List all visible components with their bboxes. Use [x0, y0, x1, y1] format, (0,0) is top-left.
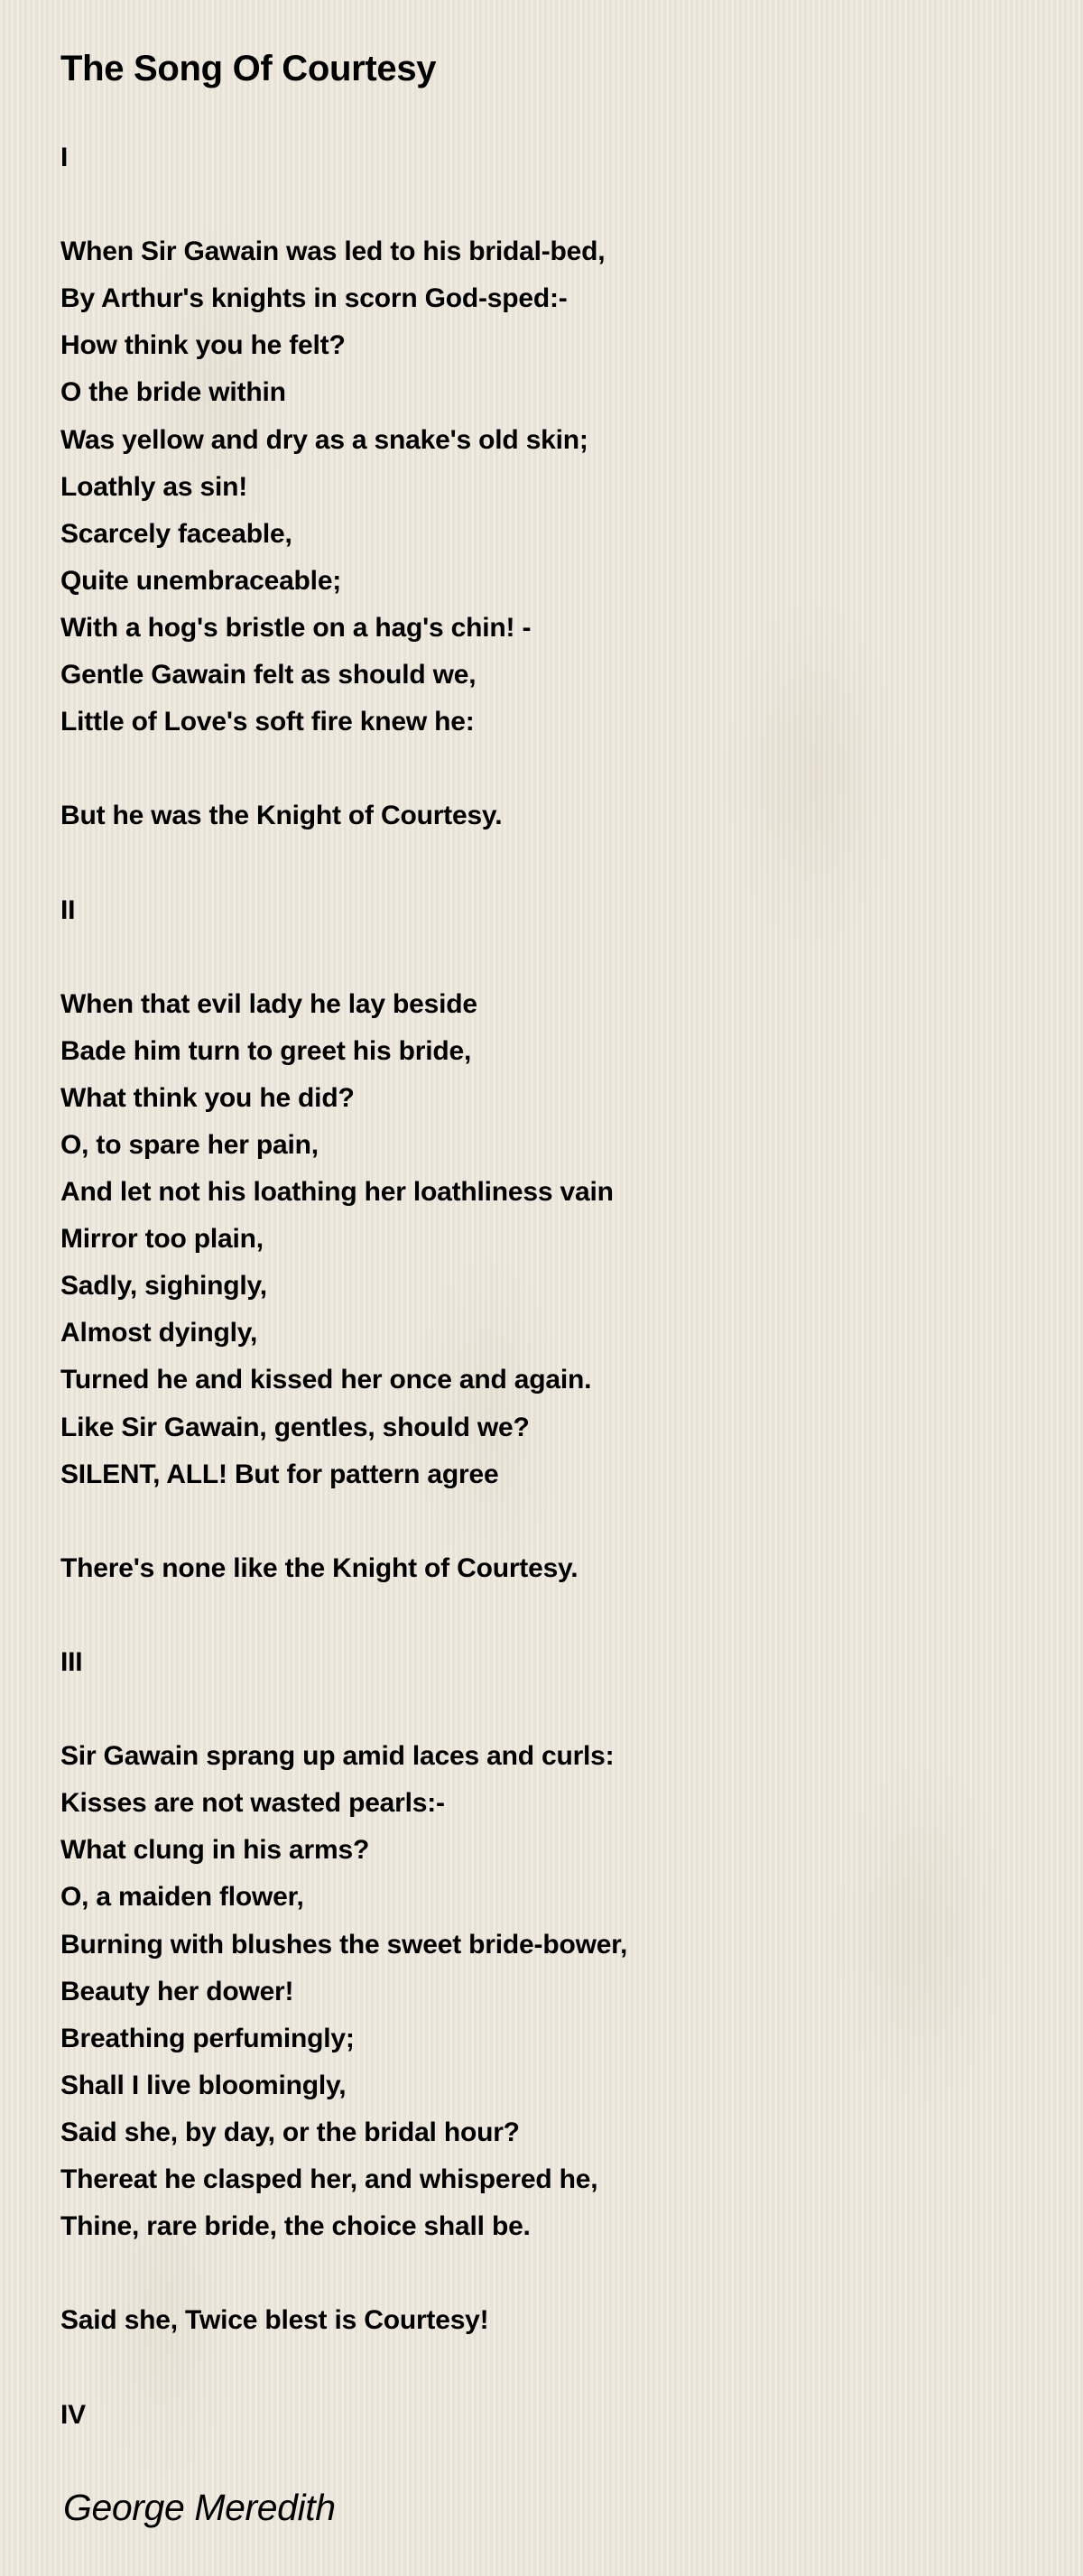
poem-line: Almost dyingly, — [60, 1318, 258, 1348]
poem-line: Gentle Gawain felt as should we, — [60, 660, 477, 690]
poem-line: With a hog's bristle on a hag's chin! - — [60, 612, 532, 643]
poem-line: Was yellow and dry as a snake's old skin; — [60, 424, 588, 455]
poem-line: Little of Love's soft fire knew he: — [60, 707, 475, 737]
poem-body — [60, 134, 627, 2439]
poem-line: Said she, Twice blest is Courtesy! — [60, 2305, 489, 2336]
poem-line — [60, 1498, 627, 1545]
poem-line: Scarcely faceable, — [60, 518, 292, 549]
poem-author: George Meredith — [63, 2487, 336, 2528]
poem-line: How think you he felt? — [60, 330, 346, 361]
poem-line: And let not his loathing her loathliness vain — [60, 1177, 614, 1208]
poem-line: SILENT, ALL! But for pattern agree — [60, 1459, 499, 1489]
poem-line — [60, 1686, 627, 1733]
poem-line: Beauty her dower! — [60, 1976, 294, 2006]
poem-line: Said she, by day, or the bridal hour? — [60, 2117, 520, 2147]
poem-line: What think you he did? — [60, 1082, 355, 1113]
poem-line: When Sir Gawain was led to his bridal-bed, — [60, 236, 606, 267]
poem-line: Turned he and kissed her once and again. — [60, 1365, 592, 1395]
poem-line: Burning with blushes the sweet bride-bower, — [60, 1929, 628, 1960]
poem-line — [60, 2344, 627, 2391]
poem-line — [60, 2250, 627, 2297]
poem-line: By Arthur's knights in scorn God-sped:- — [60, 283, 568, 314]
poem-line: Like Sir Gawain, gentles, should we? — [60, 1412, 530, 1442]
poem-line — [60, 1592, 627, 1639]
poem-line: O, to spare her pain, — [60, 1129, 319, 1160]
poem-line: Thine, rare bride, the choice shall be. — [60, 2211, 531, 2242]
poem-line: Kisses are not wasted pearls:- — [60, 1788, 445, 1819]
poem-line: Breathing perfumingly; — [60, 2023, 355, 2053]
poem-line: Bade him turn to greet his bride, — [60, 1035, 472, 1066]
poem-line — [60, 181, 627, 228]
poem-line: I — [60, 143, 69, 172]
poem-line: O the bride within — [60, 377, 286, 408]
poem-title: The Song Of Courtesy — [60, 49, 437, 88]
poem-line: What clung in his arms? — [60, 1835, 370, 1866]
poem-line — [60, 839, 627, 886]
poem-line — [60, 746, 627, 792]
poem-line: Mirror too plain, — [60, 1224, 264, 1255]
poem-line: O, a maiden flower, — [60, 1882, 304, 1913]
poem-line: When that evil lady he lay beside — [60, 988, 477, 1019]
poem-line: Shall I live bloomingly, — [60, 2070, 347, 2100]
poem-line: Quite unembraceable; — [60, 565, 342, 596]
poem-line: III — [60, 1647, 83, 1677]
poem-line: Loathly as sin! — [60, 471, 248, 502]
poem-line: IV — [60, 2399, 86, 2430]
poem-line: Sadly, sighingly, — [60, 1271, 267, 1302]
poem-line: Sir Gawain sprang up amid laces and curls: — [60, 1741, 615, 1772]
poem-line: There's none like the Knight of Courtesy. — [60, 1552, 579, 1583]
poem-line: II — [60, 894, 76, 925]
poem-line: Thereat he clasped her, and whispered he, — [60, 2164, 598, 2195]
poem-line — [60, 934, 627, 981]
poem-line: But he was the Knight of Courtesy. — [60, 801, 503, 831]
